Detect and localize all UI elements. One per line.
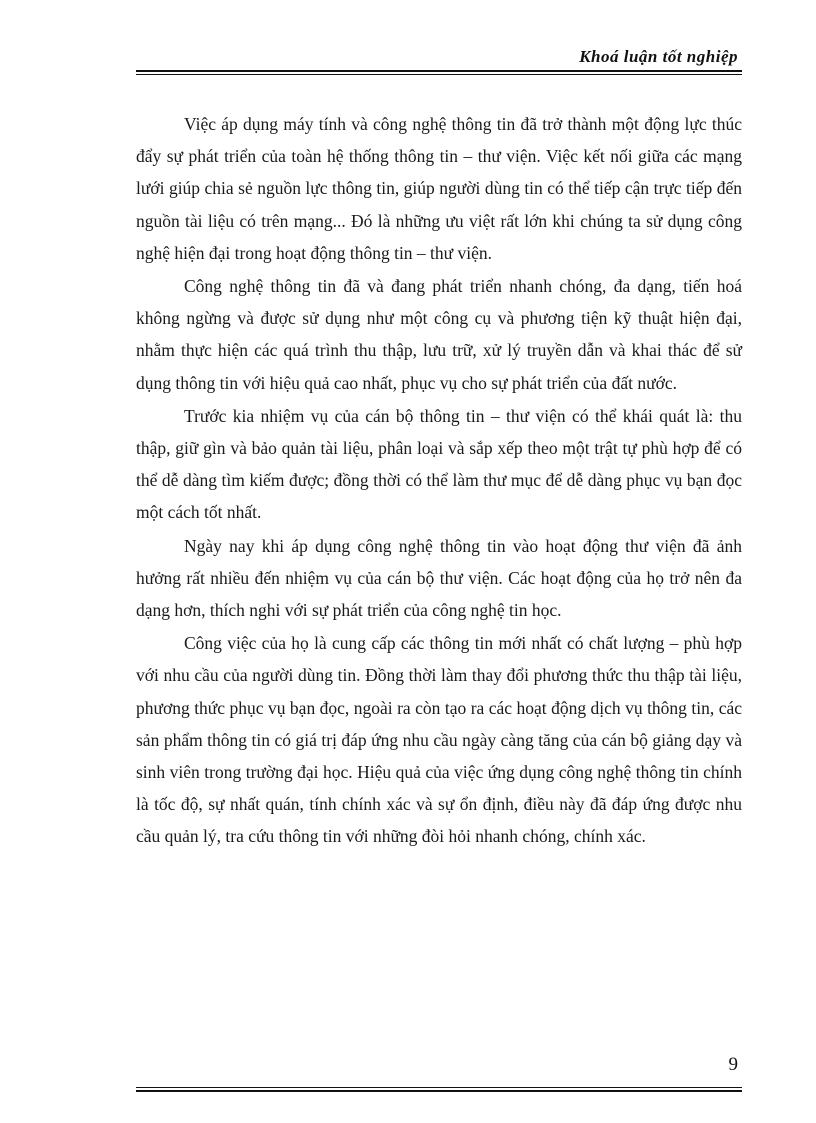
footer-rule-thin (136, 1087, 742, 1088)
paragraph-5: Công việc của họ là cung cấp các thông tin mới nhất có chất lượng – phù hợp với nhu cầu của người dùng tin. Đồng thời làm thay đổi phương thức thu thập tài liệu, phương thức phục vụ bạn đọc, ngoài ra còn tạo ra các hoạt động dịch vụ thông tin, các sản phẩm thông tin có giá trị đáp ứng nhu cầu ngày càng tăng của cán bộ giảng dạy và sinh viên trong trường đại học. Hiệu quả của việc ứng dụng công nghệ thông tin chính là tốc độ, sự nhất quán, tính chính xác và sự ổn định, điều này đã đáp ứng được nhu cầu quản lý, tra cứu thông tin với những đòi hỏi nhanh chóng, chính xác. (136, 633, 742, 847)
paragraph-2: Công nghệ thông tin đã và đang phát triển nhanh chóng, đa dạng, tiến hoá không ngừng và được sử dụng như một công cụ và phương tiện kỹ thuật hiện đại, nhằm thực hiện các quá trình thu thập, lưu trữ, xử lý truyền dẫn và khai thác để sử dụng thông tin với hiệu quả cao nhất, phục vụ cho sự phát triển của đất nước. (136, 276, 742, 393)
paragraph-4: Ngày nay khi áp dụng công nghệ thông tin vào hoạt động thư viện đã ảnh hưởng rất nhiều đến nhiệm vụ của cán bộ thư viện. Các hoạt động của họ trở nên đa dạng hơn, thích nghi với sự phát triển của công nghệ tin học. (136, 535, 742, 621)
paragraph-3: Trước kia nhiệm vụ của cán bộ thông tin – thư viện có thể khái quát là: thu thập, giữ gìn và bảo quản tài liệu, phân loại và sắp xếp theo một trật tự phù hợp để có thể dễ dàng tìm kiếm được; đồng thời có thể làm thư mục để dễ dàng phục vụ bạn đọc một cách tốt nhất. (136, 405, 742, 523)
footer-rule-thick (136, 1090, 742, 1092)
header-rule-thin (136, 74, 742, 75)
page-number: 9 (728, 1054, 738, 1075)
paragraph-1: Việc áp dụng máy tính và công nghệ thông tin đã trở thành một động lực thúc đẩy sự phát triển của toàn hệ thống thông tin – thư viện. Việc kết nối giữa các mạng lưới giúp chia sẻ nguồn lực thông tin, giúp người dùng tin có thể tiếp cận trực tiếp đến nguồn tài liệu có trên mạng... Đó là những ưu việt rất lớn khi chúng ta sử dụng công nghệ hiện đại trong hoạt động thông tin – thư viện. (136, 114, 742, 263)
header-rule-thick (136, 70, 742, 72)
header-title: Khoá luận tốt nghiệp (579, 47, 738, 66)
body-text (136, 108, 742, 854)
